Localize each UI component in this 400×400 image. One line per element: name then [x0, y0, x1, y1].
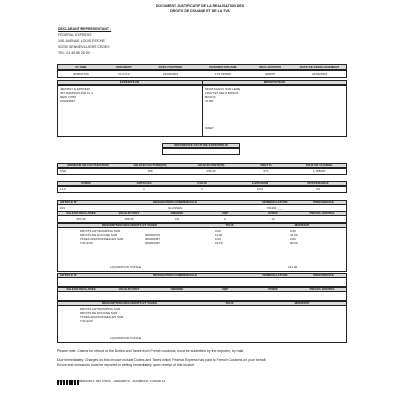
article2-header-nomenclature: NOMENCLATURE — [262, 273, 288, 277]
article1-tax-rate: 11.00 — [215, 233, 223, 237]
expediteur-line: 457 MADISON AVE FL 4 — [60, 91, 94, 95]
article2-header-poids: POIDS — [268, 287, 278, 291]
declarant-address2: 92230 GENNEVILLIERS CEDEX — [58, 45, 110, 49]
importateur-line: FRAYTET DELS BOSCS — [205, 91, 239, 95]
article1-tax-desc: TAXES ADDITIONNELLES SUR — [80, 237, 124, 241]
article2-header-uqp: UQP — [221, 287, 229, 291]
invoice-valeur-facture: 159 — [147, 169, 153, 173]
article2-header-valeur-declaree: VALEUR DECLAREE — [66, 287, 96, 291]
article1-origine: US — [174, 217, 180, 221]
parcel-header-articles: ARTICLES — [136, 181, 152, 185]
article1-header-origine: ORIGINE — [170, 211, 184, 215]
parcel-articles: 1 — [143, 187, 145, 191]
parties-divider — [202, 80, 203, 137]
note-refund: Please note: Claims for refund of the Duties and Taxes from French customs, must be submitted by the importer, by mail. — [57, 349, 245, 353]
article2-header-montant: MONTANT — [294, 301, 310, 305]
declarant-name: FEDERAL EXPRESS — [58, 33, 92, 37]
article2-header-preference: PREFERENCE — [313, 273, 334, 277]
note-due-immediately: Due immediately: Charges on this invoice include Duties and Taxes which Federal Express has paid to French Customs on your behalf. — [57, 358, 267, 362]
article1-valeur-declaree: 257.00 — [76, 217, 86, 221]
article2-tax-desc: DROITS ANTIDUMPING SUR — [80, 307, 121, 311]
shipment-header-dossier: DOSSIER DOUANE — [209, 64, 237, 69]
article1-header-montant: MONTANT — [294, 223, 310, 227]
article1-header-poids: POIDS — [268, 211, 278, 215]
article1-header-pieces-jointes: PIECES JOINTES — [309, 211, 335, 215]
shipment-header-awb: N° AWB — [75, 64, 87, 69]
article1-tax-desc: DROITS DE DOUANE SUR — [80, 233, 118, 237]
declarant-address1: 105, AVENUE LOUIS ROCHE — [58, 39, 105, 43]
parcel-header-livraison: LIVRAISON — [251, 181, 269, 185]
article1-tax-amount: 90.00 — [290, 241, 298, 245]
invoice-header-valeur-facture: VALEUR FACTURE(FR) — [133, 163, 167, 167]
doc-title-line2: DROITS DE DOUANE ET DE LA TVA — [170, 9, 230, 13]
note-errors: Errors and omissions must be reported in writing immediately upon receipt of this invoice. — [57, 363, 196, 367]
article2-header-designation: DESIGNATION COMMERCIALE — [152, 273, 198, 277]
article2-total-label: LIQUIDATION TOTALE — [110, 336, 142, 340]
article2-tax-desc: TAXES ADDITIONNELLES SUR — [80, 315, 124, 319]
shipment-date-entree: 24/06/2003 — [162, 72, 178, 76]
shipment-header-orgdest: ORG/DEST — [116, 64, 132, 69]
article1-tax-rate: 19.60 — [215, 241, 223, 245]
article2-header-valeur-fret: VALEUR FRET — [118, 287, 140, 291]
importateur-siret: SIRET : — [205, 126, 216, 130]
article1-header-valeur-fret: VALEUR FRET — [118, 211, 140, 215]
article2-header-taux: TAUX — [225, 301, 234, 305]
article1-designation: GLASSES — [167, 206, 182, 210]
article2-header-article-no: ARTICLE N° — [60, 273, 78, 277]
article1-total-label: LIQUIDATION TOTALE — [110, 265, 142, 269]
article1-total-amount: 131.00 — [288, 265, 298, 269]
shipment-dossier: 175 F35006 — [214, 72, 231, 76]
article1-nomenclature: 701391____ — [266, 206, 284, 210]
article1-uqp: 0 — [224, 217, 226, 221]
article1-header-designation: DESIGNATION COMMERCIALE — [152, 200, 198, 204]
article1-poids: 13 — [271, 217, 275, 221]
article1-tax-desc: DROITS ANTIDUMPING SUR — [80, 229, 121, 233]
invoice-valeur-fret: 256.45 — [206, 169, 216, 173]
article1-tax-base: 000000457 — [145, 237, 161, 241]
shipment-header-date-entree: DATE D'ENTREE — [158, 64, 183, 69]
article1-tax-amount: 0.00 — [290, 237, 296, 241]
declarant-phone: TEL: 01 40 85 25 00 — [58, 51, 90, 55]
ref-expediteur-value-box — [162, 148, 240, 155]
parcel-poids: 13.6 — [60, 187, 66, 191]
parcel-provenance: US — [315, 187, 321, 191]
importateur-line: 47150 — [205, 99, 214, 103]
parcel-header-poids: POIDS — [81, 181, 91, 185]
expediteur-line: NEW YORK — [60, 95, 77, 99]
article1-tax-amount: 0.00 — [290, 229, 296, 233]
article2-tax-desc: TVA SUR — [80, 319, 93, 323]
importateur-line: MONTAGNAC SUR LEDE — [205, 87, 241, 91]
article1-tax-amount: 41.00 — [290, 233, 298, 237]
article1-header-article-no: ARTICLE N° — [60, 200, 78, 204]
article1-tax-rate: 0.00 — [215, 229, 221, 233]
parcel-header-provenance: PROVENANCE — [307, 181, 329, 185]
invoice-monnaie: USD — [60, 169, 67, 173]
importateur-label: IMPORTATEUR — [263, 80, 286, 84]
barcode-image — [57, 372, 80, 377]
invoice-header-valeur-fret: VALEUR FRET(FR) — [197, 163, 225, 167]
expediteur-label: EXPEDITEUR — [119, 80, 140, 84]
parcel-header-colis: COLIS — [197, 181, 207, 185]
article2-tax-desc: DROITS DE DOUANE SUR — [80, 311, 118, 315]
article1-tax-desc: TVA SUR — [80, 241, 93, 245]
invoice-taux-change: 1.168900 — [312, 169, 326, 173]
article2-header-origine: ORIGINE — [170, 287, 184, 291]
shipment-header-declaration: DECLARATION — [259, 64, 281, 69]
article1-header-tax-desc: DESCRIPTION DES DROITS ET TAXES — [102, 223, 157, 227]
article1-article-no: 001 — [60, 206, 66, 210]
invoice-header-monnaie: MONNAIE DE FACTURATION — [67, 163, 109, 167]
ref-expediteur-label: REFERENCE FACTURE EXPEDITEUR — [174, 143, 228, 147]
parcel-livraison: FCA — [257, 187, 263, 191]
shipment-declaration: 349575 — [264, 72, 275, 76]
invoice-header-fret-pct: FRET % — [260, 163, 272, 167]
article2-header-tax-desc: DESCRIPTION DES DROITS ET TAXES — [102, 301, 157, 305]
invoice-fret-pct: 071 — [263, 169, 269, 173]
article1-header-valeur-declaree: VALEUR DECLAREE — [66, 211, 96, 215]
expediteur-line: JEFFREY E EPSTEIN — [60, 87, 90, 91]
shipment-date-dedouanement: 24/06/2003 — [311, 72, 327, 76]
shipment-header-date-dedouanement: DATE DE DEDOUANEMENT — [299, 64, 340, 69]
article1-header-taux: TAUX — [225, 223, 234, 227]
article2-header-pieces-jointes: PIECES JOINTES — [309, 287, 335, 291]
article1-header-uqp: UQP — [221, 211, 229, 215]
expediteur-line: 100226842 — [60, 99, 76, 103]
footer-code: PDA...T/ARR7.0098F4069 F 069 7/SMC...-RE0000/T9...-DA5882F1L T/A0000.14 — [57, 379, 166, 383]
article1-tax-base: 000000457 — [145, 241, 161, 245]
article1-tax-rate: 0.00 — [215, 237, 221, 241]
invoice-header-taux-change: TAUX DE CHANGE — [305, 163, 333, 167]
article1-valeur-fret: 159.00 — [124, 217, 134, 221]
importateur-line: BOSCS — [205, 95, 216, 99]
parcel-colis: 1 — [201, 187, 203, 191]
doc-title-line1: DOCUMENT JUSTIFICATIF DE LA REALISATION DES — [155, 4, 245, 8]
article1-tax-base: 000000379 — [145, 233, 161, 237]
shipment-awb: 809031700 — [73, 72, 89, 76]
article1-header-preference: PREFERENCE — [313, 200, 334, 204]
article1-header-nomenclature: NOMENCLATURE — [262, 200, 288, 204]
shipment-orgdest: FLUTLS — [118, 72, 130, 76]
declarant-label: DECLARANT/REPRESENTANT : — [58, 27, 112, 31]
